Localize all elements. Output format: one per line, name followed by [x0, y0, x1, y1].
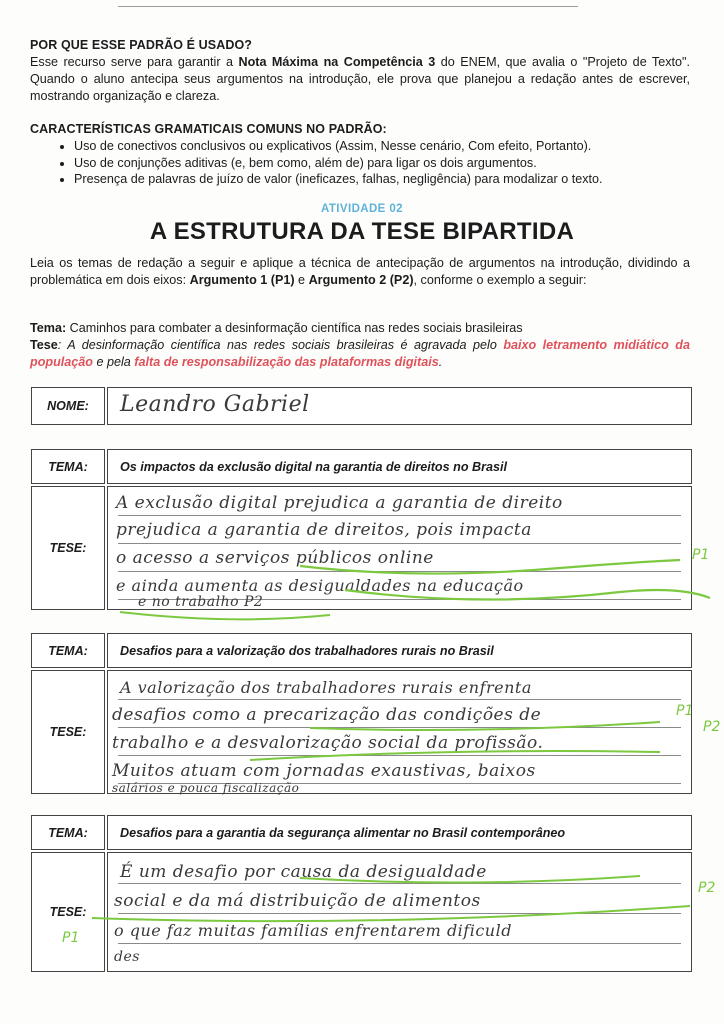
tema-label: TEMA:	[31, 449, 105, 484]
highlight-p1: baixo letramento midiático da população	[30, 338, 690, 369]
handwritten-line: prejudica a garantia de direitos, pois impacta	[116, 520, 532, 540]
list-item: • Presença de palavras de juízo de valor (ineficazes, falhas, negligência) para modalizar o texto.	[74, 171, 690, 188]
activity-label: ATIVIDADE 02	[321, 203, 403, 215]
writing-line	[118, 571, 681, 572]
handwritten-line: A valorização dos trabalhadores rurais enfrenta	[120, 678, 532, 697]
tema-label: TEMA:	[31, 633, 105, 668]
handwritten-line: desafios como a precarização das condições de	[112, 705, 542, 725]
section-why-heading: POR QUE ESSE PADRÃO É USADO?	[30, 38, 253, 52]
arg1-label: Argumento 1 (P1)	[189, 273, 295, 287]
handwritten-line: Muitos atuam com jornadas exaustivas, baixos	[112, 761, 536, 781]
highlight-p2: falta de responsabilização das plataformas digitais	[134, 355, 439, 369]
handwritten-line: social e da má distribuição de alimentos	[114, 891, 481, 911]
example-tese-label: Tese	[30, 338, 58, 352]
text-bold-run: Nota Máxima na Competência 3	[238, 55, 436, 69]
handwritten-line: e no trabalho P2	[138, 594, 264, 610]
handwritten-line: des	[114, 949, 140, 965]
tese-label: TESE:	[31, 486, 105, 610]
nome-label: NOME:	[31, 387, 105, 425]
top-rule	[118, 6, 578, 7]
arg2-label: Argumento 2 (P2)	[308, 273, 414, 287]
section-grammar-heading: CARACTERÍSTICAS GRAMATICAIS COMUNS NO PADRÃO:	[30, 122, 387, 136]
text-run: : A desinformação científica nas redes sociais brasileiras é agravada pelo	[57, 338, 504, 352]
nome-value: Leandro Gabriel	[120, 392, 310, 417]
tema-2-text: Desafios para a valorização dos trabalhadores rurais no Brasil	[107, 633, 692, 668]
text-run: e	[294, 273, 309, 287]
tema-label: TEMA:	[31, 815, 105, 850]
writing-line	[118, 943, 681, 944]
writing-line	[118, 543, 681, 544]
handwritten-line: e ainda aumenta as desigualdades na educação	[116, 576, 524, 595]
section-why-text	[30, 54, 690, 105]
margin-note: P2	[698, 880, 716, 896]
example-block	[30, 320, 690, 371]
section-why	[30, 38, 690, 105]
text-run: do ENEM, que avalia o "Projeto de Texto". Quando o aluno antecipa seus argumentos na introdução, ele prova que planejou a redação antes de escrever, mostrando organização e clareza.	[30, 55, 690, 103]
example-tema	[30, 320, 690, 337]
tese-3-field[interactable]	[107, 852, 692, 972]
margin-note: P1	[62, 930, 80, 946]
handwritten-line: o que faz muitas famílias enfrentarem dificuld	[114, 921, 512, 940]
grammar-bullet-list	[30, 138, 690, 188]
writing-line	[118, 699, 681, 700]
tese-label: TESE:	[31, 670, 105, 794]
text-run: .	[438, 355, 443, 369]
writing-line	[118, 727, 681, 728]
text-run: e pela	[92, 355, 135, 369]
section-grammar	[30, 122, 690, 188]
tema-3-text: Desafios para a garantia da segurança alimentar no Brasil contemporâneo	[107, 815, 692, 850]
margin-note: P1	[676, 703, 694, 719]
tema-1-text: Os impactos da exclusão digital na garantia de direitos no Brasil	[107, 449, 692, 484]
example-tema-label: Tema:	[30, 321, 67, 335]
page-title: A ESTRUTURA DA TESE BIPARTIDA	[149, 218, 575, 245]
example-tese	[30, 337, 690, 371]
handwritten-line: A exclusão digital prejudica a garantia de direito	[116, 493, 563, 513]
tese-label: TESE:	[31, 852, 105, 972]
handwritten-line: trabalho e a desvalorização social da profissão.	[112, 733, 544, 753]
tese-1-field[interactable]	[107, 486, 692, 610]
activity-intro	[30, 255, 690, 289]
text-run: Esse recurso serve para garantir a	[30, 55, 239, 69]
writing-line	[118, 883, 681, 884]
green-underline	[120, 612, 330, 619]
margin-note: P2	[703, 719, 721, 735]
handwritten-line: É um desafio por causa da desigualdade	[120, 862, 487, 882]
writing-line	[118, 913, 681, 914]
text-run: , conforme o exemplo a seguir:	[413, 273, 587, 287]
handwritten-line: salários e pouca fiscalização	[112, 781, 300, 795]
tese-2-field[interactable]	[107, 670, 692, 794]
nome-field[interactable]	[107, 387, 692, 425]
margin-note: P1	[692, 547, 710, 563]
writing-line	[118, 755, 681, 756]
list-item: • Uso de conjunções aditivas (e, bem como, além de) para ligar os dois argumentos.	[74, 155, 690, 172]
writing-line	[118, 515, 681, 516]
text-run: Leia os temas de redação a seguir e aplique a técnica de antecipação de argumentos na introdução, dividindo a problemática em dois eixos:	[30, 256, 690, 287]
handwritten-line: o acesso a serviços públicos online	[116, 548, 434, 568]
list-item: • Uso de conectivos conclusivos ou explicativos (Assim, Nesse cenário, Com efeito, Portanto).	[74, 138, 690, 155]
example-tema-text: Caminhos para combater a desinformação científica nas redes sociais brasileiras	[66, 321, 523, 335]
